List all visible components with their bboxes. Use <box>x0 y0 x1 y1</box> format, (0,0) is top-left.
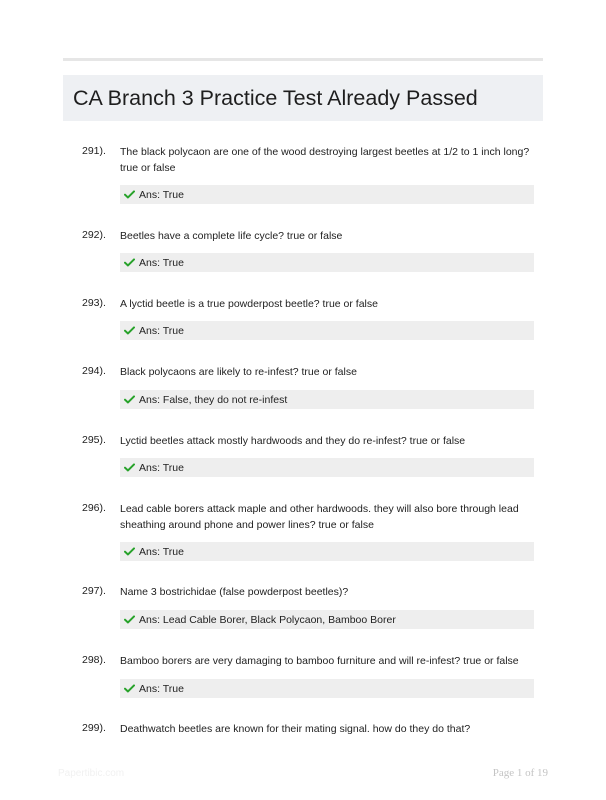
question-text: Lead cable borers attack maple and other hardwoods. they will also bore through lead sheathing around phone and power lines? true or false <box>120 503 519 531</box>
answer-box <box>120 185 534 204</box>
question-number: 295). <box>82 434 106 446</box>
answer-text: Ans: True <box>139 545 184 558</box>
question-number: 292). <box>82 229 106 241</box>
check-icon <box>124 615 135 624</box>
check-icon <box>124 326 135 335</box>
answer-box <box>120 390 534 409</box>
question-text: Name 3 bostrichidae (false powderpost beetles)? <box>120 586 349 598</box>
question-number: 297). <box>82 585 106 597</box>
check-icon <box>124 395 135 404</box>
question-text: Bamboo borers are very damaging to bamboo furniture and will re-infest? true or false <box>120 655 519 667</box>
page-number: Page 1 of 19 <box>492 767 548 779</box>
answer-text: Ans: True <box>139 188 184 201</box>
answer-text: Ans: False, they do not re-infest <box>139 393 288 406</box>
question-text: Lyctid beetles attack mostly hardwoods and they do re-infest? true or false <box>120 435 466 447</box>
question-number: 299). <box>82 722 106 734</box>
page-title: CA Branch 3 Practice Test Already Passed <box>73 85 478 110</box>
question-text: A lyctid beetle is a true powderpost beetle? true or false <box>120 298 378 310</box>
answer-box <box>120 253 534 272</box>
check-icon <box>124 258 135 267</box>
answer-text: Ans: True <box>139 682 184 695</box>
answer-box <box>120 542 534 561</box>
question-number: 298). <box>82 654 106 666</box>
question-text: Deathwatch beetles are known for their mating signal. how do they do that? <box>120 723 471 735</box>
answer-text: Ans: True <box>139 256 184 269</box>
answer-box <box>120 458 534 477</box>
footer-site-watermark: Papertibic.com <box>58 768 125 779</box>
answer-text: Ans: True <box>139 461 184 474</box>
question-number: 291). <box>82 145 106 157</box>
answer-box <box>120 610 534 629</box>
question-number: 294). <box>82 365 106 377</box>
check-icon <box>124 684 135 693</box>
check-icon <box>124 190 135 199</box>
question-number: 296). <box>82 502 106 514</box>
check-icon <box>124 547 135 556</box>
check-icon <box>124 463 135 472</box>
question-text: The black polycaon are one of the wood destroying largest beetles at 1/2 to 1 inch long? true or false <box>120 146 530 174</box>
answer-box <box>120 679 534 698</box>
question-number: 293). <box>82 297 106 309</box>
question-text: Black polycaons are likely to re-infest? true or false <box>120 366 357 378</box>
question-text: Beetles have a complete life cycle? true or false <box>120 230 343 242</box>
answer-text: Ans: Lead Cable Borer, Black Polycaon, Bamboo Borer <box>139 613 396 626</box>
answer-box <box>120 321 534 340</box>
answer-text: Ans: True <box>139 324 184 337</box>
